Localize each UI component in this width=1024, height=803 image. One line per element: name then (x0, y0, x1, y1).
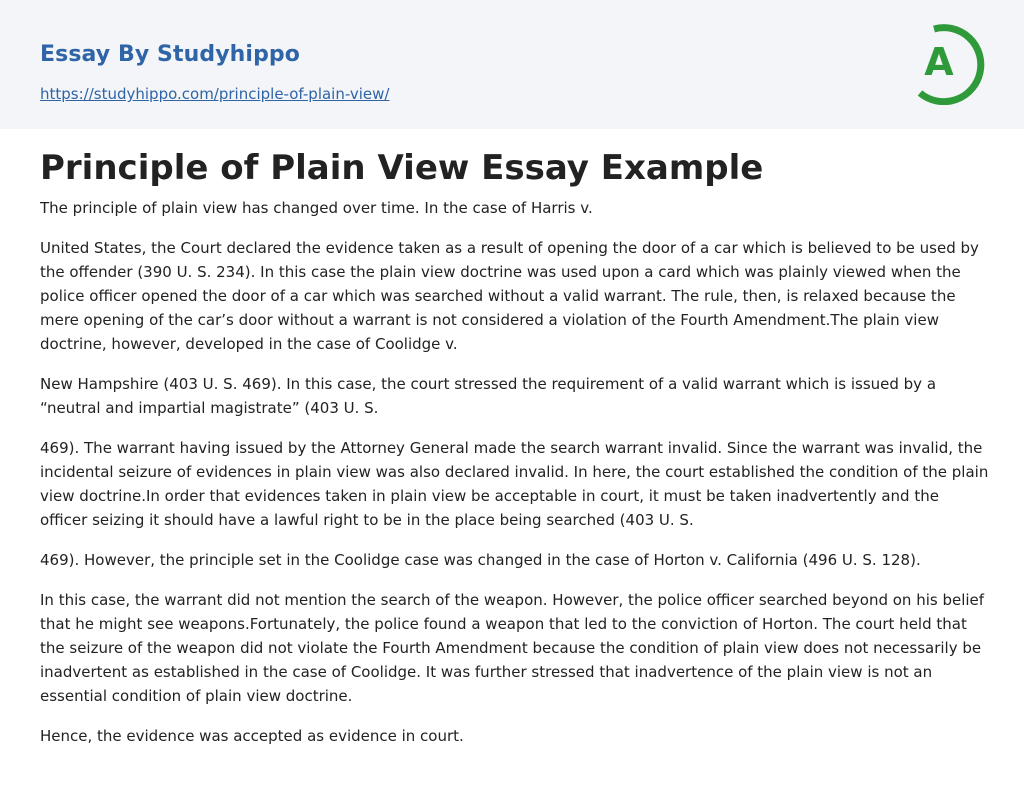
studyhippo-logo-icon[interactable] (912, 19, 986, 105)
paragraph: 469). The warrant having issued by the Attorney General made the search warrant invalid. Since the warrant was invalid, the incidental seizure of evidences in plain view was also declared invalid. In here, the court established the condition of the plain view doctrine.In order that evidences taken in plain view be acceptable in court, it must be taken inadvertently and the officer seizing it should have a lawful right to be in the place being searched (403 U. S. (40, 439, 989, 529)
logo-letter: A (924, 40, 954, 84)
paragraph: The principle of plain view has changed over time. In the case of Harris v. (40, 199, 593, 217)
paragraph: In this case, the warrant did not mention the search of the weapon. However, the police officer searched beyond on his belief that he might see weapons.Fortunately, the police found a weapon that led to the conviction of Horton. The court held that the seizure of the weapon did not violate the Fourth Amendment because the condition of plain view does not necessarily be inadvertent as established in the case of Coolidge. It was further stressed that inadvertence of the plain view is not an essential condition of plain view doctrine. (40, 591, 985, 705)
paragraph: United States, the Court declared the evidence taken as a result of opening the door of a car which is believed to be used by the offender (390 U. S. 234). In this case the plain view doctrine was used upon a card which was plainly viewed when the police officer opened the door of a car which was searched without a valid warrant. The rule, then, is relaxed because the mere opening of the car’s door without a warrant is not considered a violation of the Fourth Amendment.The plain view doctrine, however, developed in the case of Coolidge v. (40, 239, 979, 353)
paragraph: New Hampshire (403 U. S. 469). In this case, the court stressed the requirement of a valid warrant which is issued by a “neutral and impartial magistrate” (403 U. S. (40, 375, 937, 417)
paragraph: Hence, the evidence was accepted as evidence in court. (40, 727, 464, 745)
page-title: Principle of Plain View Essay Example (40, 148, 764, 188)
paragraph: 469). However, the principle set in the Coolidge case was changed in the case of Horton v. California (496 U. S. 128). (40, 551, 921, 569)
source-url-link[interactable]: https://studyhippo.com/principle-of-plain-view/ (40, 85, 390, 103)
site-brand[interactable]: Essay By Studyhippo (40, 42, 300, 67)
article-body (40, 196, 990, 764)
